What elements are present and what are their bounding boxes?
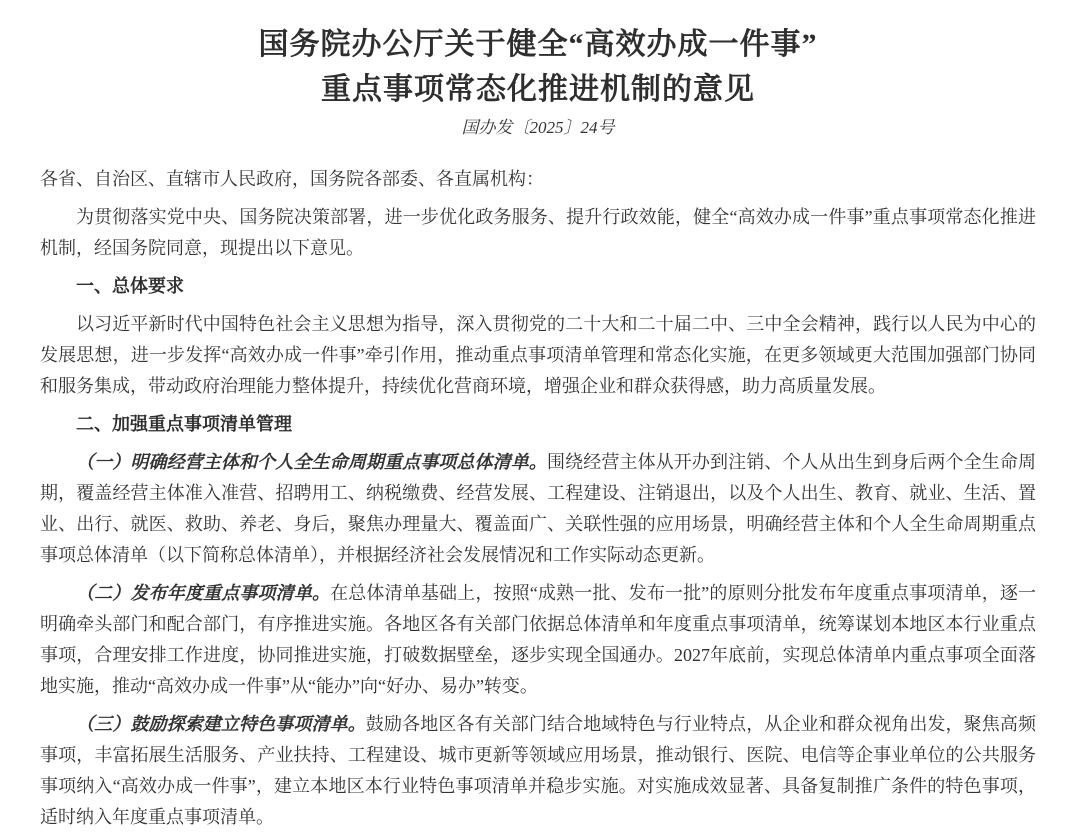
- section-2-item-3: [40, 709, 1036, 833]
- title-line-2: 重点事项常态化推进机制的意见: [321, 73, 755, 106]
- document-number: 国办发〔2025〕24号: [461, 118, 615, 137]
- title-line-1: 国务院办公厅关于健全“高效办成一件事”: [258, 28, 818, 61]
- document-header: [40, 22, 1036, 140]
- section-heading-2: 二、加强重点事项清单管理: [76, 414, 292, 434]
- item-3-lead: （三）鼓励探索建立特色事项清单。: [76, 714, 366, 734]
- section-2-item-2: [40, 578, 1036, 702]
- item-1-lead: （一）明确经营主体和个人全生命周期重点事项总体清单。: [76, 452, 547, 472]
- item-3-text: 鼓励各地区各有关部门结合地域特色与行业特点，从企业和群众视角出发，聚焦高频事项，丰富拓展生活服务、产业扶持、工程建设、城市更新等领域应用场景，推动银行、医院、电信等企事业单位的公共服务事项纳入“高效办成一件事”，建立本地区本行业特色事项清单并稳步实施。对实施成效显著、具备复制推广条件的特色事项，适时纳入年度重点事项清单。: [40, 714, 1037, 827]
- section-2-item-1: [40, 447, 1036, 571]
- section-heading-1: 一、总体要求: [76, 276, 184, 296]
- intro-paragraph: 为贯彻落实党中央、国务院决策部署，进一步优化政务服务、提升行政效能，健全“高效办成一件事”重点事项常态化推进机制，经国务院同意，现提出以下意见。: [40, 207, 1036, 258]
- item-2-text: 在总体清单基础上，按照“成熟一批、发布一批”的原则分批发布年度重点事项清单，逐一明确牵头部门和配合部门，有序推进实施。各地区各有关部门依据总体清单和年度重点事项清单，统筹谋划本地区本行业重点事项，合理安排工作进度，协同推进实施，打破数据壁垒，逐步实现全国通办。2027年底前，实现总体清单内重点事项全面落地实施，推动“高效办成一件事”从“能办”向“好办、易办”转变。: [40, 583, 1036, 696]
- document-body: [40, 164, 1036, 833]
- document-title: [40, 22, 1036, 112]
- salutation-line: 各省、自治区、直辖市人民政府，国务院各部委、各直属机构：: [40, 169, 544, 189]
- item-2-lead: （二）发布年度重点事项清单。: [76, 583, 331, 603]
- section-1-paragraph: 以习近平新时代中国特色社会主义思想为指导，深入贯彻党的二十大和二十届二中、三中全会精神，践行以人民为中心的发展思想，进一步发挥“高效办成一件事”牵引作用，推动重点事项清单管理和常态化实施，在更多领域更大范围加强部门协同和服务集成，带动政府治理能力整体提升，持续优化营商环境，增强企业和群众获得感，助力高质量发展。: [40, 314, 1036, 396]
- item-1-text: 围绕经营主体从开办到注销、个人从出生到身后两个全生命周期，覆盖经营主体准入准营、招聘用工、纳税缴费、经营发展、工程建设、注销退出，以及个人出生、教育、就业、生活、置业、出行、就医、救助、养老、身后，聚焦办理量大、覆盖面广、关联性强的应用场景，明确经营主体和个人全生命周期重点事项总体清单（以下简称总体清单），并根据经济社会发展情况和工作实际动态更新。: [40, 452, 1036, 565]
